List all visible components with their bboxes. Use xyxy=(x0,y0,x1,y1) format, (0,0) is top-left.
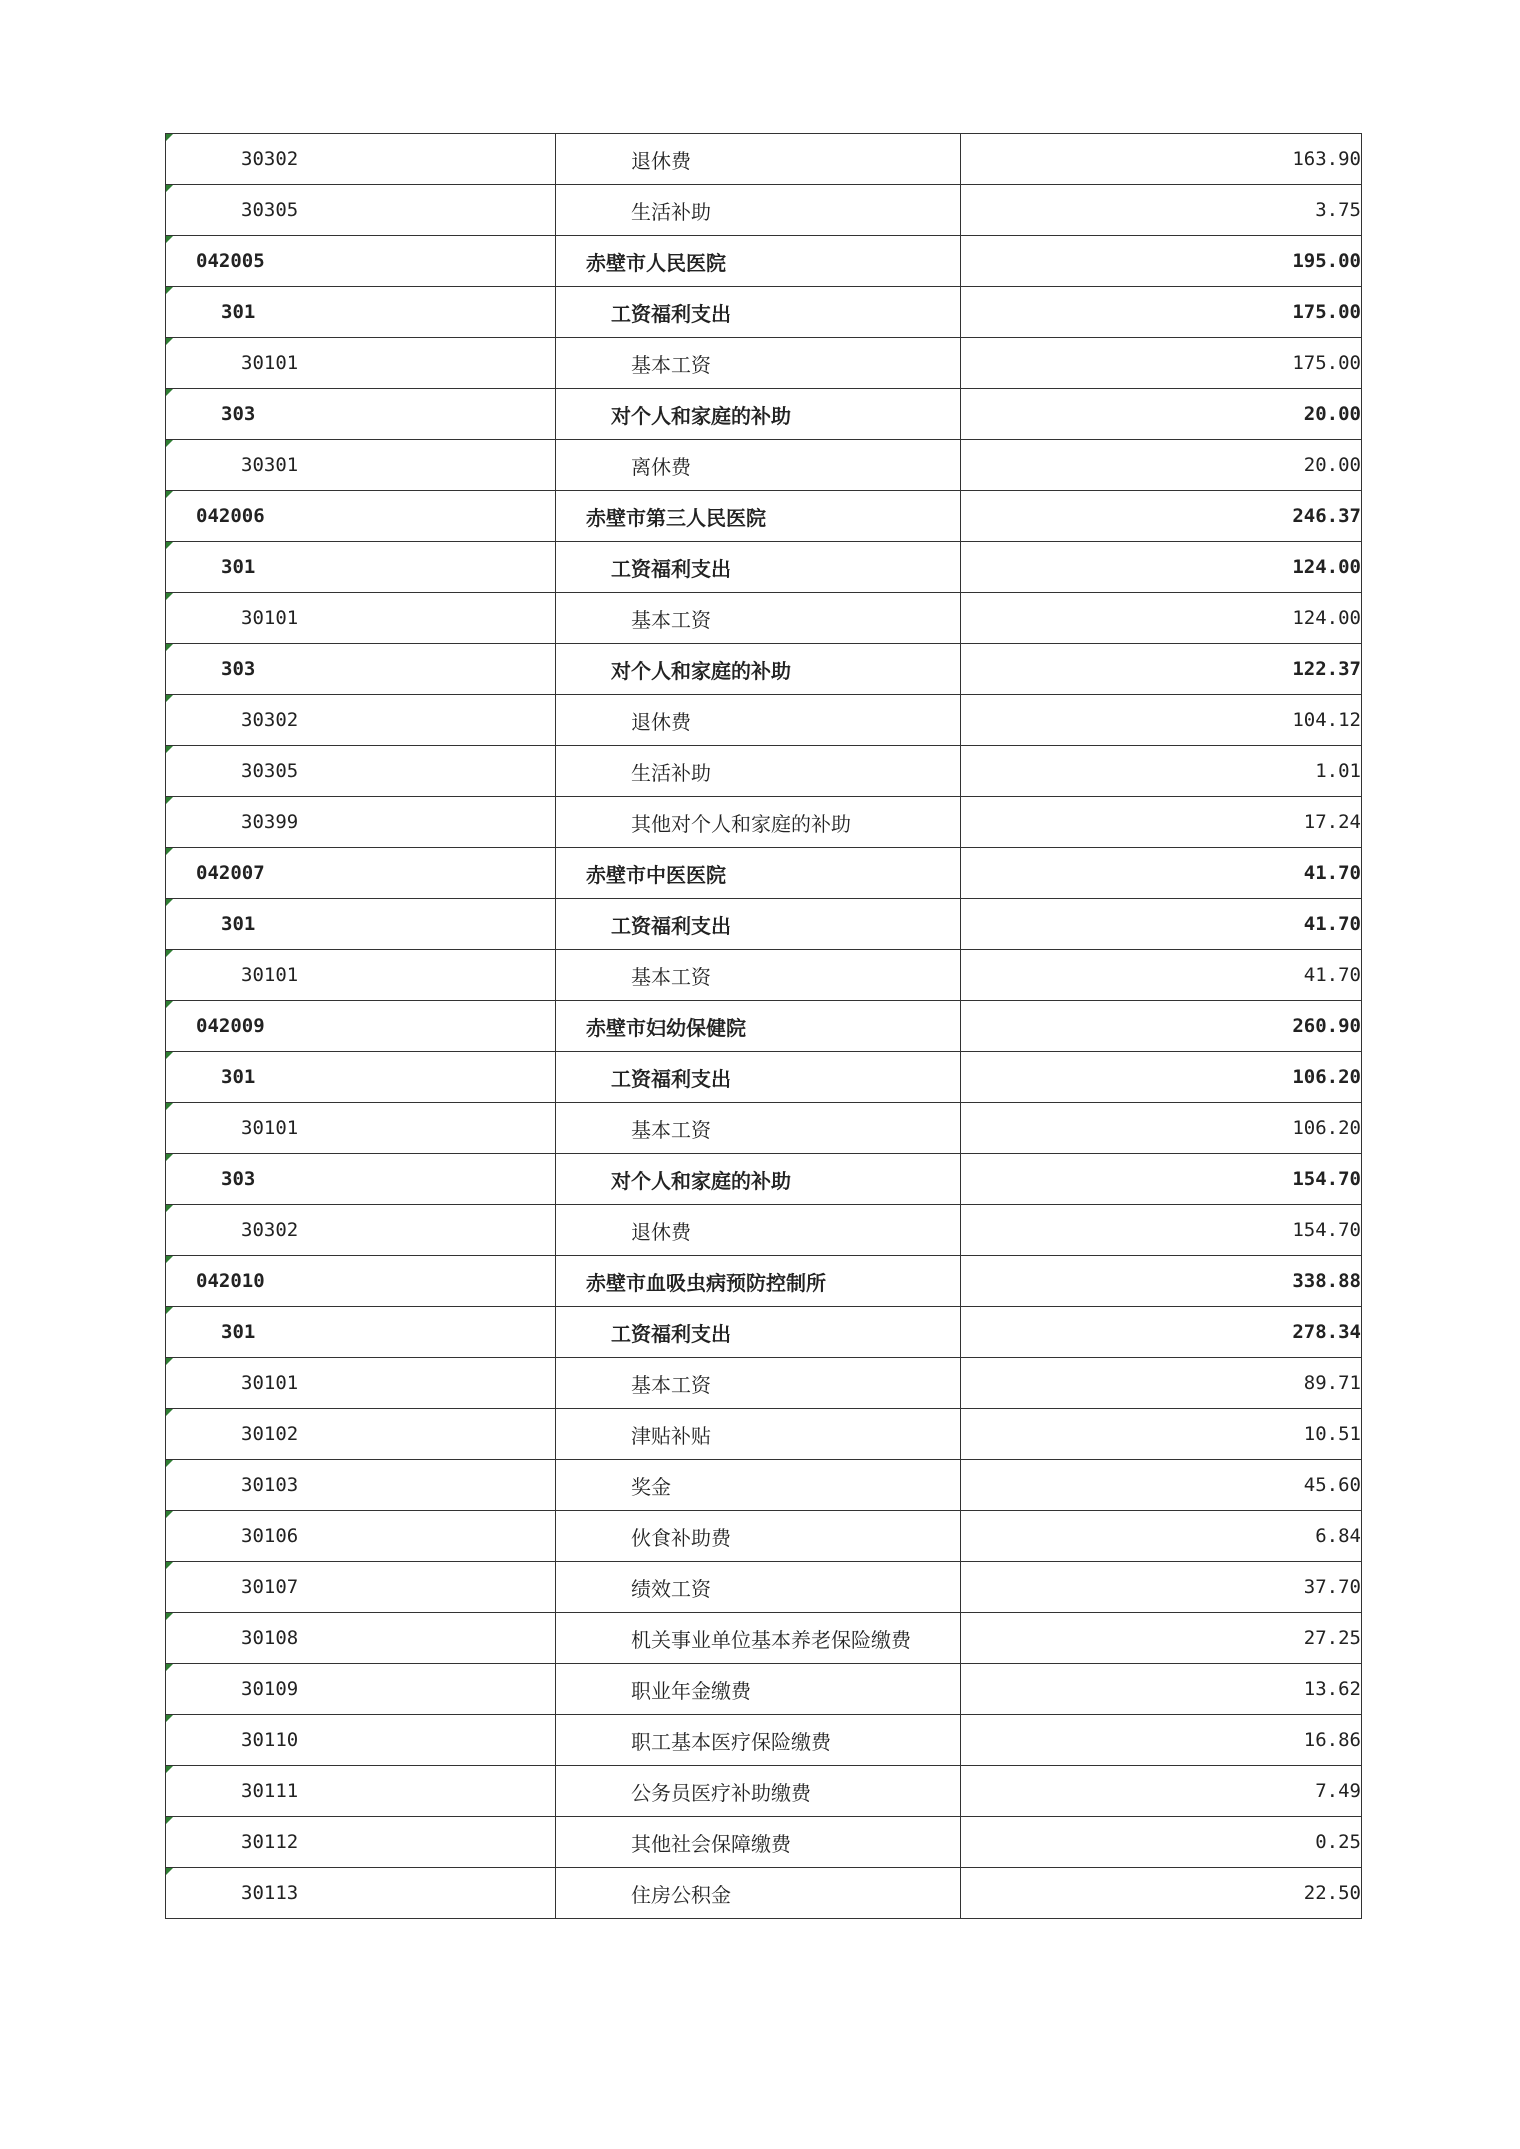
account-name: 赤壁市人民医院 xyxy=(586,250,726,275)
table-row xyxy=(166,1460,1362,1511)
account-code: 301 xyxy=(221,1066,256,1088)
amount-cell: 175.00 xyxy=(961,338,1362,389)
account-code-cell xyxy=(166,1868,556,1919)
account-code-cell xyxy=(166,1256,556,1307)
account-name-cell xyxy=(556,1256,961,1307)
account-code-cell xyxy=(166,950,556,1001)
account-code-cell xyxy=(166,593,556,644)
account-name: 基本工资 xyxy=(631,1117,711,1142)
amount-cell: 89.71 xyxy=(961,1358,1362,1409)
account-name: 退休费 xyxy=(631,1219,691,1244)
account-code: 30102 xyxy=(241,1423,299,1445)
account-name-cell xyxy=(556,695,961,746)
account-code: 30399 xyxy=(241,811,299,833)
account-name: 基本工资 xyxy=(631,352,711,377)
account-code-cell xyxy=(166,1358,556,1409)
amount-cell: 278.34 xyxy=(961,1307,1362,1358)
table-row xyxy=(166,1511,1362,1562)
account-code-cell xyxy=(166,134,556,185)
amount-cell: 1.01 xyxy=(961,746,1362,797)
account-code: 301 xyxy=(221,301,256,323)
account-name-cell xyxy=(556,1868,961,1919)
account-name-cell xyxy=(556,491,961,542)
account-code-cell xyxy=(166,1766,556,1817)
account-code-cell xyxy=(166,797,556,848)
account-name-cell xyxy=(556,1613,961,1664)
account-code: 30101 xyxy=(241,607,299,629)
account-code: 301 xyxy=(221,913,256,935)
account-name-cell xyxy=(556,1358,961,1409)
account-name-cell xyxy=(556,1103,961,1154)
table-row xyxy=(166,797,1362,848)
account-name-cell xyxy=(556,1052,961,1103)
account-name-cell xyxy=(556,134,961,185)
account-code-cell xyxy=(166,389,556,440)
table-row xyxy=(166,644,1362,695)
account-code: 303 xyxy=(221,403,256,425)
table-row xyxy=(166,1358,1362,1409)
table-row xyxy=(166,287,1362,338)
account-name-cell xyxy=(556,746,961,797)
table-row xyxy=(166,1307,1362,1358)
amount-cell: 27.25 xyxy=(961,1613,1362,1664)
account-name: 退休费 xyxy=(631,148,691,173)
table-row xyxy=(166,695,1362,746)
table-row xyxy=(166,1052,1362,1103)
account-code: 042007 xyxy=(196,862,265,884)
amount-cell: 104.12 xyxy=(961,695,1362,746)
amount-cell: 41.70 xyxy=(961,899,1362,950)
amount-cell: 10.51 xyxy=(961,1409,1362,1460)
account-code: 30101 xyxy=(241,964,299,986)
amount-cell: 20.00 xyxy=(961,389,1362,440)
account-code-cell xyxy=(166,1613,556,1664)
amount-cell: 122.37 xyxy=(961,644,1362,695)
account-code: 042009 xyxy=(196,1015,265,1037)
account-code-cell xyxy=(166,1562,556,1613)
account-code-cell xyxy=(166,1154,556,1205)
table-row xyxy=(166,1817,1362,1868)
account-code-cell xyxy=(166,1409,556,1460)
account-code: 30101 xyxy=(241,1372,299,1394)
account-name-cell xyxy=(556,848,961,899)
account-code: 30113 xyxy=(241,1882,299,1904)
amount-cell: 37.70 xyxy=(961,1562,1362,1613)
table-row xyxy=(166,542,1362,593)
table-row xyxy=(166,1766,1362,1817)
table-row xyxy=(166,1409,1362,1460)
account-name-cell xyxy=(556,1460,961,1511)
account-name: 退休费 xyxy=(631,709,691,734)
table-row xyxy=(166,1613,1362,1664)
account-code: 30305 xyxy=(241,760,299,782)
table-row xyxy=(166,848,1362,899)
budget-table xyxy=(165,133,1362,1919)
account-code-cell xyxy=(166,1205,556,1256)
account-code: 30101 xyxy=(241,352,299,374)
account-name-cell xyxy=(556,236,961,287)
account-code-cell xyxy=(166,899,556,950)
account-name: 基本工资 xyxy=(631,964,711,989)
table-row xyxy=(166,1205,1362,1256)
account-name: 其他对个人和家庭的补助 xyxy=(631,811,851,836)
account-code: 30103 xyxy=(241,1474,299,1496)
account-name-cell xyxy=(556,185,961,236)
account-name: 工资福利支出 xyxy=(611,913,731,938)
account-code-cell xyxy=(166,695,556,746)
table-row xyxy=(166,899,1362,950)
account-code: 30302 xyxy=(241,709,299,731)
account-name: 机关事业单位基本养老保险缴费 xyxy=(631,1627,911,1652)
account-code-cell xyxy=(166,746,556,797)
account-code: 042005 xyxy=(196,250,265,272)
account-name: 公务员医疗补助缴费 xyxy=(631,1780,811,1805)
table-row xyxy=(166,593,1362,644)
account-code: 303 xyxy=(221,658,256,680)
account-code: 301 xyxy=(221,1321,256,1343)
account-name-cell xyxy=(556,1715,961,1766)
account-name-cell xyxy=(556,1001,961,1052)
account-name: 职业年金缴费 xyxy=(631,1678,751,1703)
account-code-cell xyxy=(166,1715,556,1766)
account-code-cell xyxy=(166,338,556,389)
account-name: 赤壁市中医医院 xyxy=(586,862,726,887)
account-name-cell xyxy=(556,1205,961,1256)
amount-cell: 17.24 xyxy=(961,797,1362,848)
account-name: 工资福利支出 xyxy=(611,556,731,581)
account-code: 303 xyxy=(221,1168,256,1190)
account-name: 工资福利支出 xyxy=(611,1321,731,1346)
account-name-cell xyxy=(556,287,961,338)
account-code: 30108 xyxy=(241,1627,299,1649)
table-row xyxy=(166,440,1362,491)
account-code-cell xyxy=(166,644,556,695)
table-row xyxy=(166,1868,1362,1919)
amount-cell: 6.84 xyxy=(961,1511,1362,1562)
table-row xyxy=(166,236,1362,287)
amount-cell: 7.49 xyxy=(961,1766,1362,1817)
account-code: 30301 xyxy=(241,454,299,476)
account-name-cell xyxy=(556,899,961,950)
table-row xyxy=(166,1001,1362,1052)
account-name-cell xyxy=(556,1307,961,1358)
account-name: 伙食补助费 xyxy=(631,1525,731,1550)
account-code: 30107 xyxy=(241,1576,299,1598)
account-code: 30302 xyxy=(241,148,299,170)
account-name: 赤壁市妇幼保健院 xyxy=(586,1015,746,1040)
table-row xyxy=(166,134,1362,185)
account-name: 津贴补贴 xyxy=(631,1423,711,1448)
account-code-cell xyxy=(166,1664,556,1715)
account-code: 30302 xyxy=(241,1219,299,1241)
account-code: 30106 xyxy=(241,1525,299,1547)
account-code-cell xyxy=(166,236,556,287)
account-code-cell xyxy=(166,185,556,236)
table-row xyxy=(166,389,1362,440)
account-name: 赤壁市血吸虫病预防控制所 xyxy=(586,1270,826,1295)
account-name-cell xyxy=(556,644,961,695)
account-name: 职工基本医疗保险缴费 xyxy=(631,1729,831,1754)
amount-cell: 124.00 xyxy=(961,593,1362,644)
amount-cell: 0.25 xyxy=(961,1817,1362,1868)
account-code-cell xyxy=(166,1103,556,1154)
table-row xyxy=(166,746,1362,797)
account-code-cell xyxy=(166,1052,556,1103)
account-name: 基本工资 xyxy=(631,1372,711,1397)
account-name: 对个人和家庭的补助 xyxy=(611,658,791,683)
amount-cell: 22.50 xyxy=(961,1868,1362,1919)
amount-cell: 154.70 xyxy=(961,1154,1362,1205)
table-row xyxy=(166,1715,1362,1766)
amount-cell: 3.75 xyxy=(961,185,1362,236)
account-code-cell xyxy=(166,1460,556,1511)
amount-cell: 260.90 xyxy=(961,1001,1362,1052)
table-row xyxy=(166,1154,1362,1205)
amount-cell: 175.00 xyxy=(961,287,1362,338)
account-name-cell xyxy=(556,1562,961,1613)
amount-cell: 20.00 xyxy=(961,440,1362,491)
account-name: 奖金 xyxy=(631,1474,671,1499)
table-row xyxy=(166,491,1362,542)
account-name: 对个人和家庭的补助 xyxy=(611,403,791,428)
account-name-cell xyxy=(556,1766,961,1817)
amount-cell: 106.20 xyxy=(961,1103,1362,1154)
account-name: 赤壁市第三人民医院 xyxy=(586,505,766,530)
amount-cell: 16.86 xyxy=(961,1715,1362,1766)
table-row xyxy=(166,1562,1362,1613)
account-code: 30305 xyxy=(241,199,299,221)
account-code: 30112 xyxy=(241,1831,299,1853)
amount-cell: 195.00 xyxy=(961,236,1362,287)
account-name-cell xyxy=(556,389,961,440)
account-name: 住房公积金 xyxy=(631,1882,731,1907)
amount-cell: 41.70 xyxy=(961,848,1362,899)
account-code: 30111 xyxy=(241,1780,299,1802)
account-code-cell xyxy=(166,287,556,338)
account-code-cell xyxy=(166,1001,556,1052)
amount-cell: 41.70 xyxy=(961,950,1362,1001)
table-row xyxy=(166,338,1362,389)
account-code-cell xyxy=(166,1307,556,1358)
table-row xyxy=(166,1664,1362,1715)
account-code: 042010 xyxy=(196,1270,265,1292)
account-name-cell xyxy=(556,593,961,644)
account-name: 其他社会保障缴费 xyxy=(631,1831,791,1856)
amount-cell: 246.37 xyxy=(961,491,1362,542)
amount-cell: 13.62 xyxy=(961,1664,1362,1715)
table-row xyxy=(166,185,1362,236)
account-code: 30110 xyxy=(241,1729,299,1751)
account-name-cell xyxy=(556,542,961,593)
account-name-cell xyxy=(556,950,961,1001)
account-name: 绩效工资 xyxy=(631,1576,711,1601)
table-row xyxy=(166,1256,1362,1307)
account-code: 301 xyxy=(221,556,256,578)
account-name: 生活补助 xyxy=(631,199,711,224)
account-name-cell xyxy=(556,1817,961,1868)
amount-cell: 124.00 xyxy=(961,542,1362,593)
account-code-cell xyxy=(166,1511,556,1562)
account-name: 工资福利支出 xyxy=(611,301,731,326)
table-row xyxy=(166,950,1362,1001)
budget-table-body xyxy=(166,134,1362,1919)
account-code: 30109 xyxy=(241,1678,299,1700)
account-name-cell xyxy=(556,338,961,389)
amount-cell: 106.20 xyxy=(961,1052,1362,1103)
account-name-cell xyxy=(556,1409,961,1460)
account-name: 生活补助 xyxy=(631,760,711,785)
account-name: 工资福利支出 xyxy=(611,1066,731,1091)
account-name-cell xyxy=(556,440,961,491)
account-name-cell xyxy=(556,797,961,848)
account-code-cell xyxy=(166,440,556,491)
account-name-cell xyxy=(556,1664,961,1715)
account-name-cell xyxy=(556,1154,961,1205)
account-code-cell xyxy=(166,848,556,899)
account-name-cell xyxy=(556,1511,961,1562)
account-code-cell xyxy=(166,491,556,542)
table-row xyxy=(166,1103,1362,1154)
amount-cell: 163.90 xyxy=(961,134,1362,185)
amount-cell: 338.88 xyxy=(961,1256,1362,1307)
account-code-cell xyxy=(166,1817,556,1868)
account-code: 042006 xyxy=(196,505,265,527)
amount-cell: 45.60 xyxy=(961,1460,1362,1511)
account-name: 对个人和家庭的补助 xyxy=(611,1168,791,1193)
account-name: 离休费 xyxy=(631,454,691,479)
account-code: 30101 xyxy=(241,1117,299,1139)
account-code-cell xyxy=(166,542,556,593)
amount-cell: 154.70 xyxy=(961,1205,1362,1256)
account-name: 基本工资 xyxy=(631,607,711,632)
